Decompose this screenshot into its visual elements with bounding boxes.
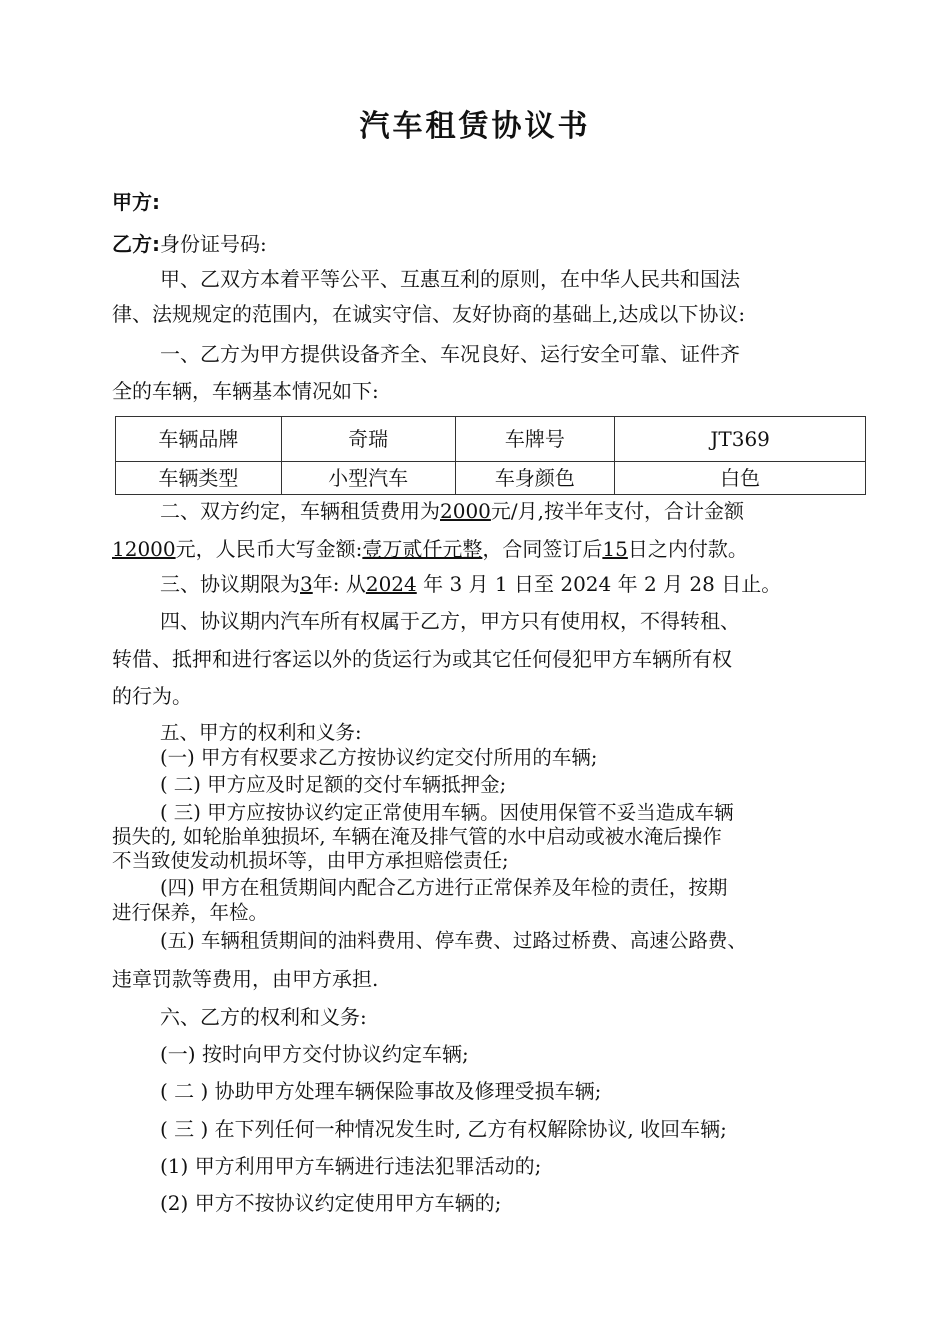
rent-amount: 2000 — [440, 499, 491, 523]
clause4-line-3: 的行为。 — [112, 684, 192, 708]
clause5-item: ( 二) 甲方应及时足额的交付车辆抵押金; — [160, 773, 507, 796]
clause5-heading: 五、甲方的权利和义务: — [160, 721, 362, 744]
table-cell: 车辆类型 — [116, 462, 282, 495]
clause3-mid1: 年: 从 — [312, 572, 366, 596]
clause5-item: ( 三) 甲方应按协议约定正常使用车辆。因使用保管不妥当造成车辆 — [160, 801, 734, 824]
clause6-item: ( 三 ) 在下列任何一种情况发生时, 乙方有权解除协议, 收回车辆; — [160, 1117, 727, 1141]
clause1-line-2: 全的车辆，车辆基本情况如下: — [112, 379, 379, 403]
table-cell: 车辆品牌 — [116, 417, 282, 462]
total-amount: 12000 — [112, 537, 176, 561]
table-cell: 白色 — [615, 462, 866, 495]
table-cell: 车牌号 — [455, 417, 615, 462]
clause3-prefix: 三、协议期限为 — [160, 572, 300, 596]
clause6-item: ( 二 ) 协助甲方处理车辆保险事故及修理受损车辆; — [160, 1079, 602, 1103]
table-row — [116, 462, 866, 495]
start-year: 2024 — [365, 572, 417, 596]
party-b-label: 乙方: — [112, 232, 160, 256]
clause6-item: (2) 甲方不按协议约定使用甲方车辆的; — [160, 1191, 502, 1215]
clause1-line-1: 一、乙方为甲方提供设备齐全、车况良好、运行安全可靠、证件齐 — [160, 342, 740, 366]
clause4-line-1: 四、协议期内汽车所有权属于乙方，甲方只有使用权，不得转租、 — [160, 609, 740, 633]
total-amount-words: 壹万贰仟元整 — [362, 537, 483, 561]
clause2-suffix: 日之内付款。 — [627, 537, 748, 561]
clause5-item: 违章罚款等费用，由甲方承担. — [112, 967, 379, 991]
clause2-line-1 — [160, 497, 744, 525]
vehicle-info-table — [115, 416, 866, 495]
clause4-line-2: 转借、抵押和进行客运以外的货运行为或其它任何侵犯甲方车辆所有权 — [112, 647, 732, 671]
table-cell: 奇瑞 — [281, 417, 455, 462]
clause5-item: (一) 甲方有权要求乙方按协议约定交付所用的车辆; — [160, 746, 598, 769]
clause5-item: 不当致使发动机损坏等，由甲方承担赔偿责任; — [112, 849, 509, 872]
clause2-prefix: 二、双方约定，车辆租赁费用为 — [160, 499, 440, 523]
clause5-item: (五) 车辆租赁期间的油料费用、停车费、过路过桥费、高速公路费、 — [160, 929, 747, 952]
intro-line-1: 甲、乙双方本着平等公平、互惠互利的原则，在中华人民共和国法 — [160, 267, 740, 291]
clause6-item: (一) 按时向甲方交付协议约定车辆; — [160, 1042, 469, 1066]
clause2-line-2 — [112, 535, 748, 563]
table-cell: JT369 — [615, 417, 866, 462]
clause6-heading: 六、乙方的权利和义务: — [160, 1005, 367, 1029]
party-b-id-label: 身份证号码: — [160, 232, 267, 256]
party-a-label: 甲方: — [112, 190, 160, 214]
clause2-mid3: ，合同签订后 — [482, 537, 603, 561]
clause2-mid1: 元/月,按半年支付，合计金额 — [490, 499, 745, 523]
table-row — [116, 417, 866, 462]
party-b-line — [112, 230, 267, 258]
clause5-item: (四) 甲方在租赁期间内配合乙方进行正常保养及年检的责任，按期 — [160, 876, 728, 899]
clause6-item: (1) 甲方利用甲方车辆进行违法犯罪活动的; — [160, 1154, 542, 1178]
clause3-suffix: 年 3 月 1 日至 2024 年 2 月 28 日止。 — [416, 572, 782, 596]
clause5-item: 损失的, 如轮胎单独损坏, 车辆在淹及排气管的水中启动或被水淹后操作 — [112, 825, 722, 848]
term-years: 3 — [300, 572, 313, 596]
table-cell: 车身颜色 — [455, 462, 615, 495]
document-title: 汽车租赁协议书 — [359, 109, 591, 144]
payment-days: 15 — [602, 537, 628, 561]
clause2-mid2: 元，人民币大写金额: — [175, 537, 363, 561]
clause5-item: 进行保养，年检。 — [112, 901, 269, 924]
clause3-line — [160, 570, 781, 598]
intro-line-2: 律、法规规定的范围内，在诚实守信、友好协商的基础上,达成以下协议: — [112, 302, 746, 326]
table-cell: 小型汽车 — [281, 462, 455, 495]
